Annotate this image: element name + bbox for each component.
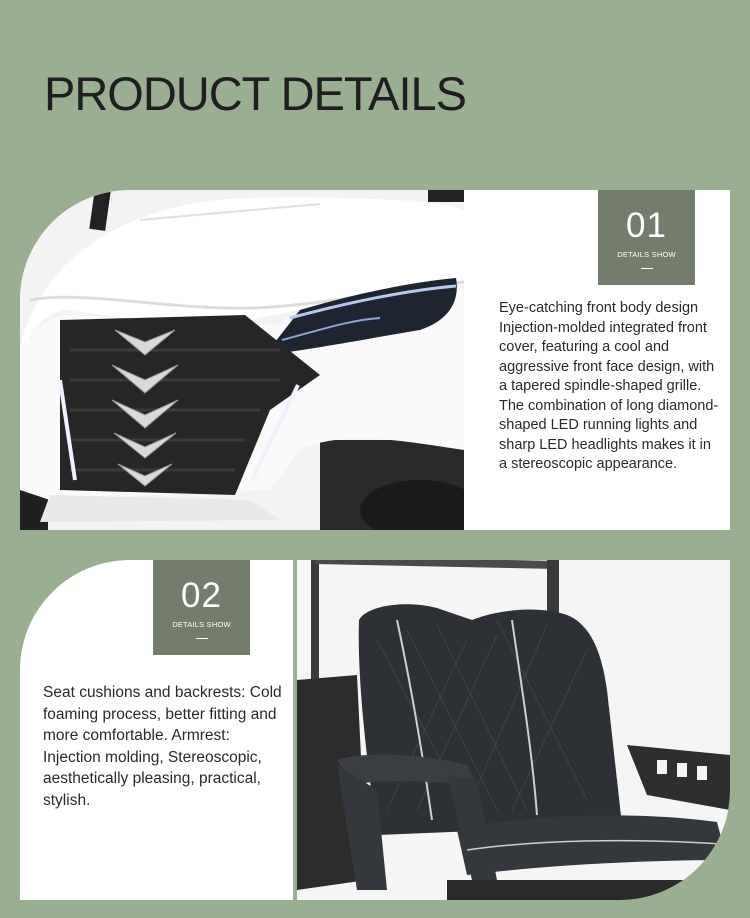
badge-divider (641, 268, 653, 269)
section-description: Seat cushions and backrests: Cold foaming process, better fitting and more comfortable. Armrest: Injection molding, Stereoscopic, aesthetically pleasing, practical, stylish. (43, 684, 282, 809)
front-body-text-panel (464, 190, 730, 530)
detail-card-seat-text (20, 560, 293, 900)
section-description: Eye-catching front body design Injection-molded integrated front cover, featuring a cool and aggressive front face design, with a tapered spindle-shaped grille. The combination of long diamond-shaped LED running lights and sharp LED headlights makes it in a stereoscopic appearance. (499, 300, 719, 472)
section-badge (153, 560, 250, 655)
section-caption: DETAILS SHOW (172, 620, 231, 629)
front-body-photo (20, 190, 464, 530)
section-caption: DETAILS SHOW (617, 250, 676, 259)
seat-photo (297, 560, 730, 900)
badge-divider (196, 638, 208, 639)
section-number: 02 (181, 576, 222, 615)
section-badge (598, 190, 695, 285)
detail-card-front-body (20, 190, 730, 530)
section-number: 01 (626, 206, 667, 245)
page-title: PRODUCT DETAILS (44, 67, 466, 120)
